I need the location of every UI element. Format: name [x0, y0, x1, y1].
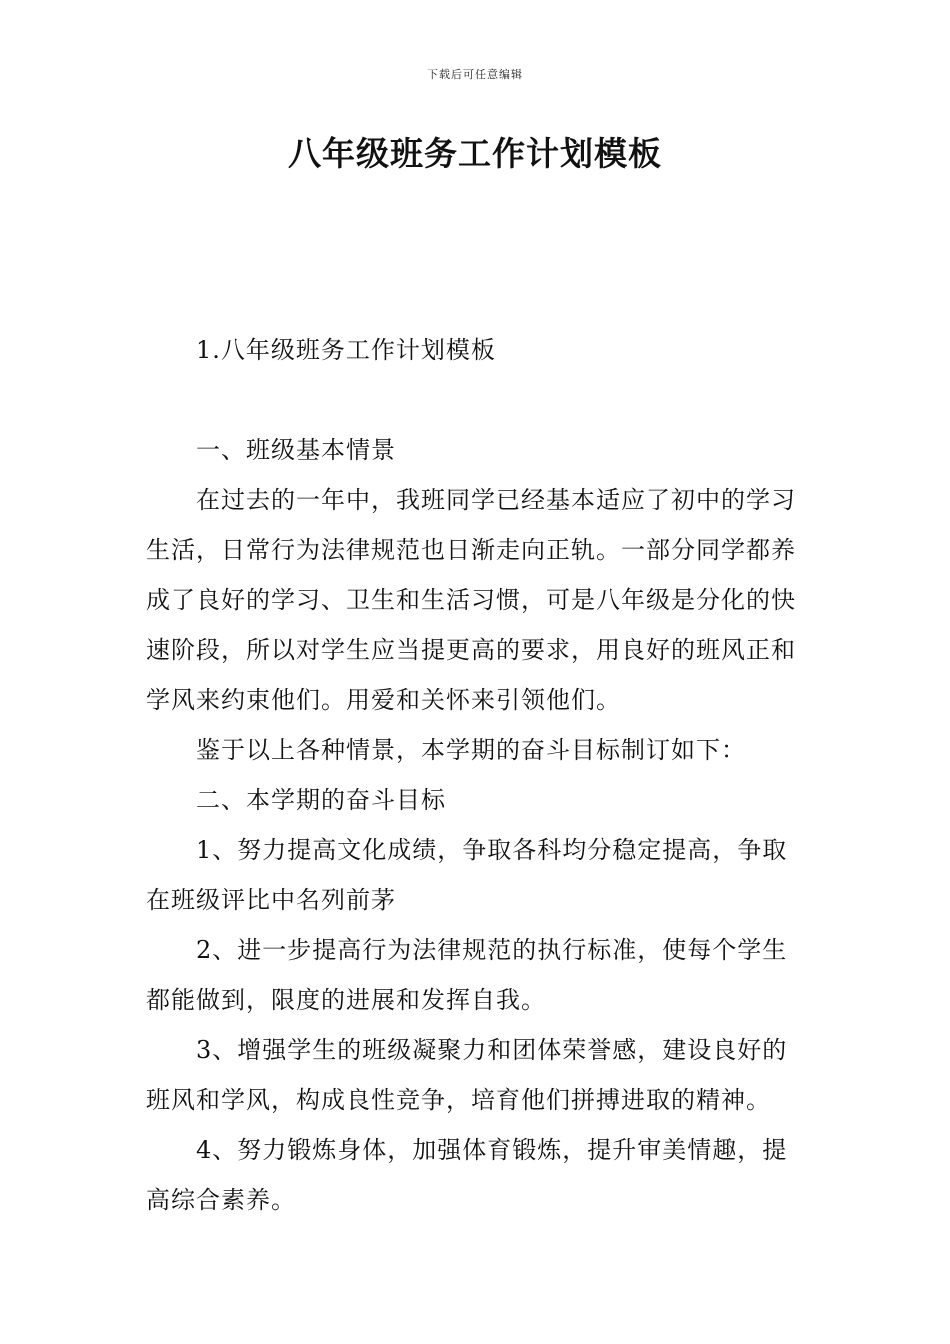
goal-item: 3、增强学生的班级凝聚力和团体荣誉感，建设良好的班风和学风，构成良性竞争，培育他们拼搏进取的精神。	[146, 1036, 788, 1114]
section-subtitle: 1.八年级班务工作计划模板	[196, 336, 496, 364]
paragraph-goals-intro: 鉴于以上各种情景，本学期的奋斗目标制订如下：	[196, 736, 746, 764]
goal-item: 1、努力提高文化成绩，争取各科均分稳定提高，争取在班级评比中名列前茅	[146, 836, 788, 914]
paragraph-situation: 在过去的一年中，我班同学已经基本适应了初中的学习生活，日常行为法律规范也日渐走向正轨。一部分同学都养成了良好的学习、卫生和生活习惯，可是八年级是分化的快速阶段，所以对学生应当提更高的要求，用良好的班风正和学风来约束他们。用爱和关怀来引领他们。	[146, 486, 796, 714]
document-body	[146, 325, 810, 1225]
header-note: 下载后可任意编辑	[427, 68, 523, 81]
section-heading-basic-situation: 一、班级基本情景	[196, 436, 396, 464]
section-heading-goals: 二、本学期的奋斗目标	[196, 786, 446, 814]
document-title: 八年级班务工作计划模板	[288, 134, 662, 173]
goal-item: 2、进一步提高行为法律规范的执行标准，使每个学生都能做到，限度的进展和发挥自我。	[146, 936, 788, 1014]
goal-item: 4、努力锻炼身体，加强体育锻炼，提升审美情趣，提高综合素养。	[146, 1136, 788, 1214]
blank-line	[146, 375, 810, 425]
